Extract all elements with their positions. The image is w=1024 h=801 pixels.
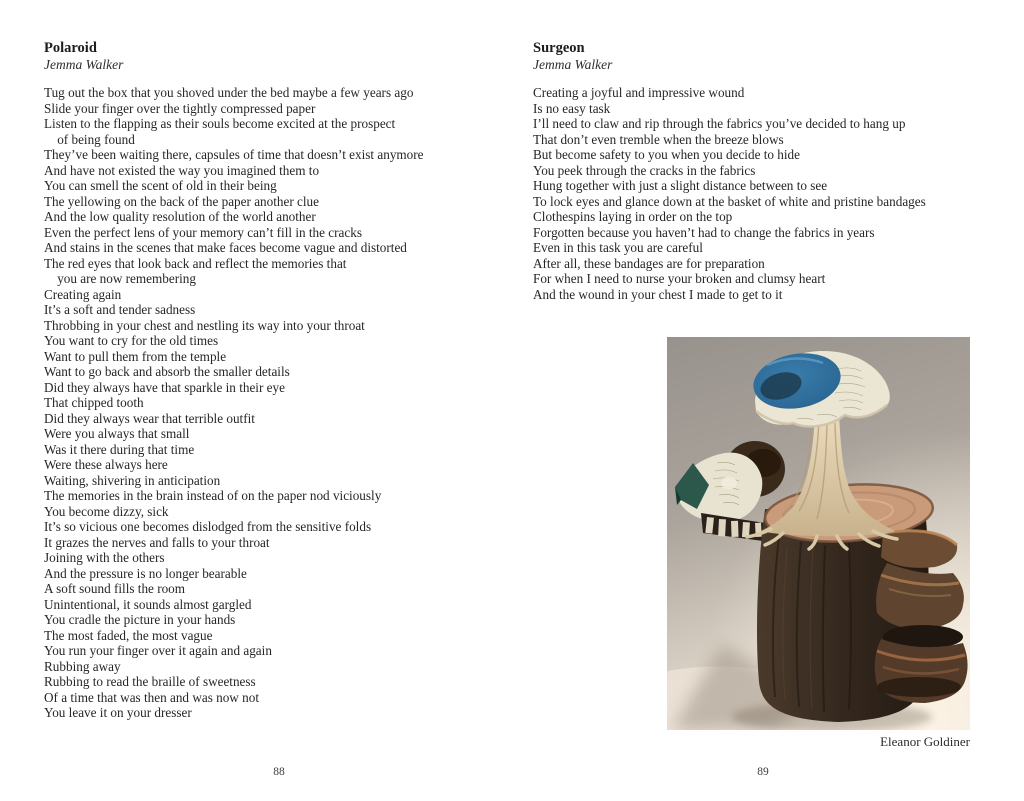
poem-author: Jemma Walker <box>44 57 124 72</box>
poem-line: Were you always that small <box>44 426 190 441</box>
poem-line: It’s a soft and tender sadness <box>44 302 196 317</box>
poem-line: Rubbing away <box>44 658 121 674</box>
poem-body <box>533 85 993 302</box>
poem-line: The red eyes that look back and reflect the memories that <box>44 255 347 271</box>
poem-line: Is no easy task <box>533 100 611 116</box>
poem-line: Creating a joyful and impressive wound <box>533 85 745 100</box>
poem-line: Was it there during that time <box>44 441 195 457</box>
poem-line: Listen to the flapping as their souls become excited at the prospect <box>44 116 396 131</box>
poem-line: A soft sound fills the room <box>44 581 186 596</box>
poem-line: You peek through the cracks in the fabrics <box>533 162 756 178</box>
poem-line: Hung together with just a slight distance between to see <box>533 178 828 193</box>
poem-line: That chipped tooth <box>44 395 144 410</box>
page-right <box>533 40 993 780</box>
poem-line: Slide your finger over the tightly compressed paper <box>44 100 316 116</box>
poem-line: Unintentional, it sounds almost gargled <box>44 596 252 612</box>
poem-line: And the pressure is no longer bearable <box>44 565 247 581</box>
poem-line: And have not existed the way you imagined them to <box>44 162 320 178</box>
poem-line: I’ll need to claw and rip through the fabrics you’ve decided to hang up <box>533 116 906 131</box>
poem-line: Did they always wear that terrible outfit <box>44 410 255 426</box>
poem-line: Creating again <box>44 286 122 302</box>
poem-title-polaroid: Polaroid <box>44 40 97 56</box>
poem-line: You cradle the picture in your hands <box>44 612 236 627</box>
poem-line: And the wound in your chest I made to get to it <box>533 286 783 302</box>
poem-line: You want to cry for the old times <box>44 333 219 348</box>
poem-line: Clothespins laying in order on the top <box>533 209 733 224</box>
poem-line: Joining with the others <box>44 550 165 565</box>
poem-line: The memories in the brain instead of on the paper nod viciously <box>44 488 382 503</box>
artwork-caption: Eleanor Goldiner <box>880 734 970 749</box>
poem-line: Tug out the box that you shoved under the bed maybe a few years ago <box>44 85 414 100</box>
poem-line: And stains in the scenes that make faces become vague and distorted <box>44 240 407 255</box>
poem-line: It grazes the nerves and falls to your throat <box>44 534 270 550</box>
poem-line: But become safety to you when you decide to hide <box>533 147 800 162</box>
poem-line: of being found <box>44 131 135 147</box>
poem-line: It’s so vicious one becomes dislodged from the sensitive folds <box>44 519 372 534</box>
poem-title-surgeon: Surgeon <box>533 40 585 56</box>
poem-line: Of a time that was then and was now not <box>44 689 259 705</box>
poem-line: You run your finger over it again and again <box>44 643 272 658</box>
poem-line: Did they always have that sparkle in their eye <box>44 379 285 395</box>
poem-line: After all, these bandages are for preparation <box>533 255 765 271</box>
poem-body <box>44 85 514 721</box>
poem-line: Want to go back and absorb the smaller details <box>44 364 290 379</box>
page-number-right: 89 <box>757 766 769 778</box>
poem-line: They’ve been waiting there, capsules of time that doesn’t exist anymore <box>44 147 424 162</box>
poem-line: you are now remembering <box>44 271 196 286</box>
poem-line: And the low quality resolution of the world another <box>44 209 316 224</box>
poem-line: Even in this task you are careful <box>533 240 703 255</box>
poem-line: That don’t even tremble when the breeze blows <box>533 131 784 147</box>
poem-line: Want to pull them from the temple <box>44 348 227 364</box>
poem-line: Were these always here <box>44 457 168 472</box>
poem-line: Rubbing to read the braille of sweetness <box>44 674 256 689</box>
poem-line: To lock eyes and glance down at the basket of white and pristine bandages <box>533 193 926 209</box>
mushroom-sculpture-photo <box>667 337 970 730</box>
poem-line: Forgotten because you haven’t had to change the fabrics in years <box>533 224 875 240</box>
page-left <box>44 40 514 780</box>
poem-line: You can smell the scent of old in their being <box>44 178 277 193</box>
poem-author: Jemma Walker <box>533 57 613 72</box>
poem-line: Waiting, shivering in anticipation <box>44 472 221 488</box>
poem-line: The most faded, the most vague <box>44 627 213 643</box>
poem-line: Even the perfect lens of your memory can’t fill in the cracks <box>44 224 362 240</box>
artwork-figure <box>667 337 970 749</box>
poem-line: For when I need to nurse your broken and clumsy heart <box>533 271 826 286</box>
poem-line: Throbbing in your chest and nestling its way into your throat <box>44 317 365 333</box>
poem-line: The yellowing on the back of the paper another clue <box>44 193 319 209</box>
poem-line: You become dizzy, sick <box>44 503 169 519</box>
poem-line: You leave it on your dresser <box>44 705 192 720</box>
page-number-left: 88 <box>273 766 285 778</box>
